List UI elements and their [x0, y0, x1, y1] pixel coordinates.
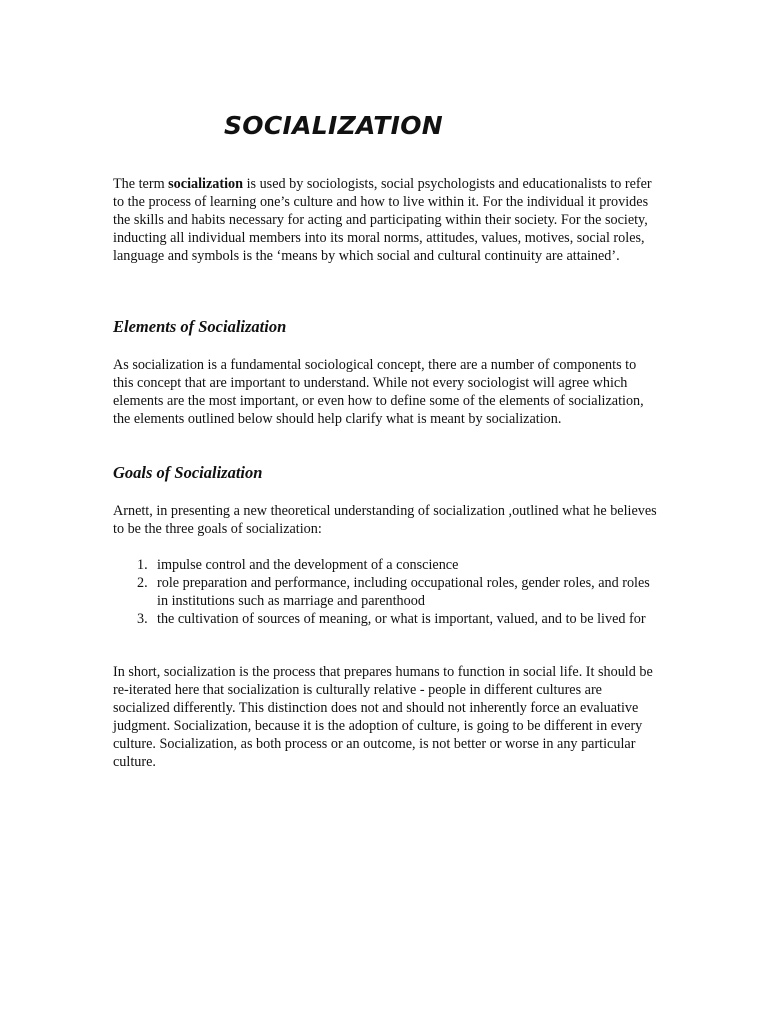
intro-bold-term: socialization — [168, 176, 244, 192]
summary-paragraph: In short, socialization is the process that prepares humans to function in social life. It should be re-iterated here that socialization is culturally relative - people in different cultures are socialized differently. This distinction does not and should not inherently force an evaluative judgment. Socialization, because it is the adoption of culture, is going to be different in every culture. Socialization, as both process or an outcome, is not better or worse in any particular culture. — [113, 664, 653, 770]
goals-paragraph: Arnett, in presenting a new theoretical understanding of socialization ,outlined what he believes to be the three goals of socialization: — [113, 503, 657, 537]
goals-heading: Goals of Socialization — [113, 463, 263, 482]
intro-paragraph — [113, 175, 658, 265]
intro-text-before: The term — [113, 176, 169, 192]
list-item-text: impulse control and the development of a conscience — [157, 557, 459, 573]
list-item-number: 3. — [137, 611, 148, 627]
elements-heading: Elements of Socialization — [113, 317, 287, 336]
list-item-number: 2. — [137, 575, 148, 591]
list-item-number: 1. — [137, 557, 148, 573]
elements-paragraph: As socialization is a fundamental sociological concept, there are a number of components to this concept that are important to understand. While not every sociologist will agree which elements are the most important, or even how to define some of the elements of socialization, the elements outlined below should help clarify what is meant by socialization. — [113, 357, 644, 427]
list-item — [113, 574, 658, 610]
list-item — [113, 556, 658, 574]
list-item-text: role preparation and performance, including occupational roles, gender roles, and roles in institutions such as marriage and parenthood — [157, 575, 650, 609]
list-item-text: the cultivation of sources of meaning, or what is important, valued, and to be lived for — [157, 611, 646, 627]
page-title: SOCIALIZATION — [224, 111, 443, 140]
list-item — [113, 610, 658, 628]
intro-text-after: is used by sociologists, social psychologists and educationalists to refer to the process of learning one’s culture and how to live within it. For the individual it provides the skills and habits necessary for acting and participating within their society. For the society, inducting all individual members into its moral norms, attitudes, values, motives, social roles, language and symbols is the ‘means by which social and cultural continuity are attained’. — [113, 176, 652, 264]
goals-list — [113, 556, 658, 628]
